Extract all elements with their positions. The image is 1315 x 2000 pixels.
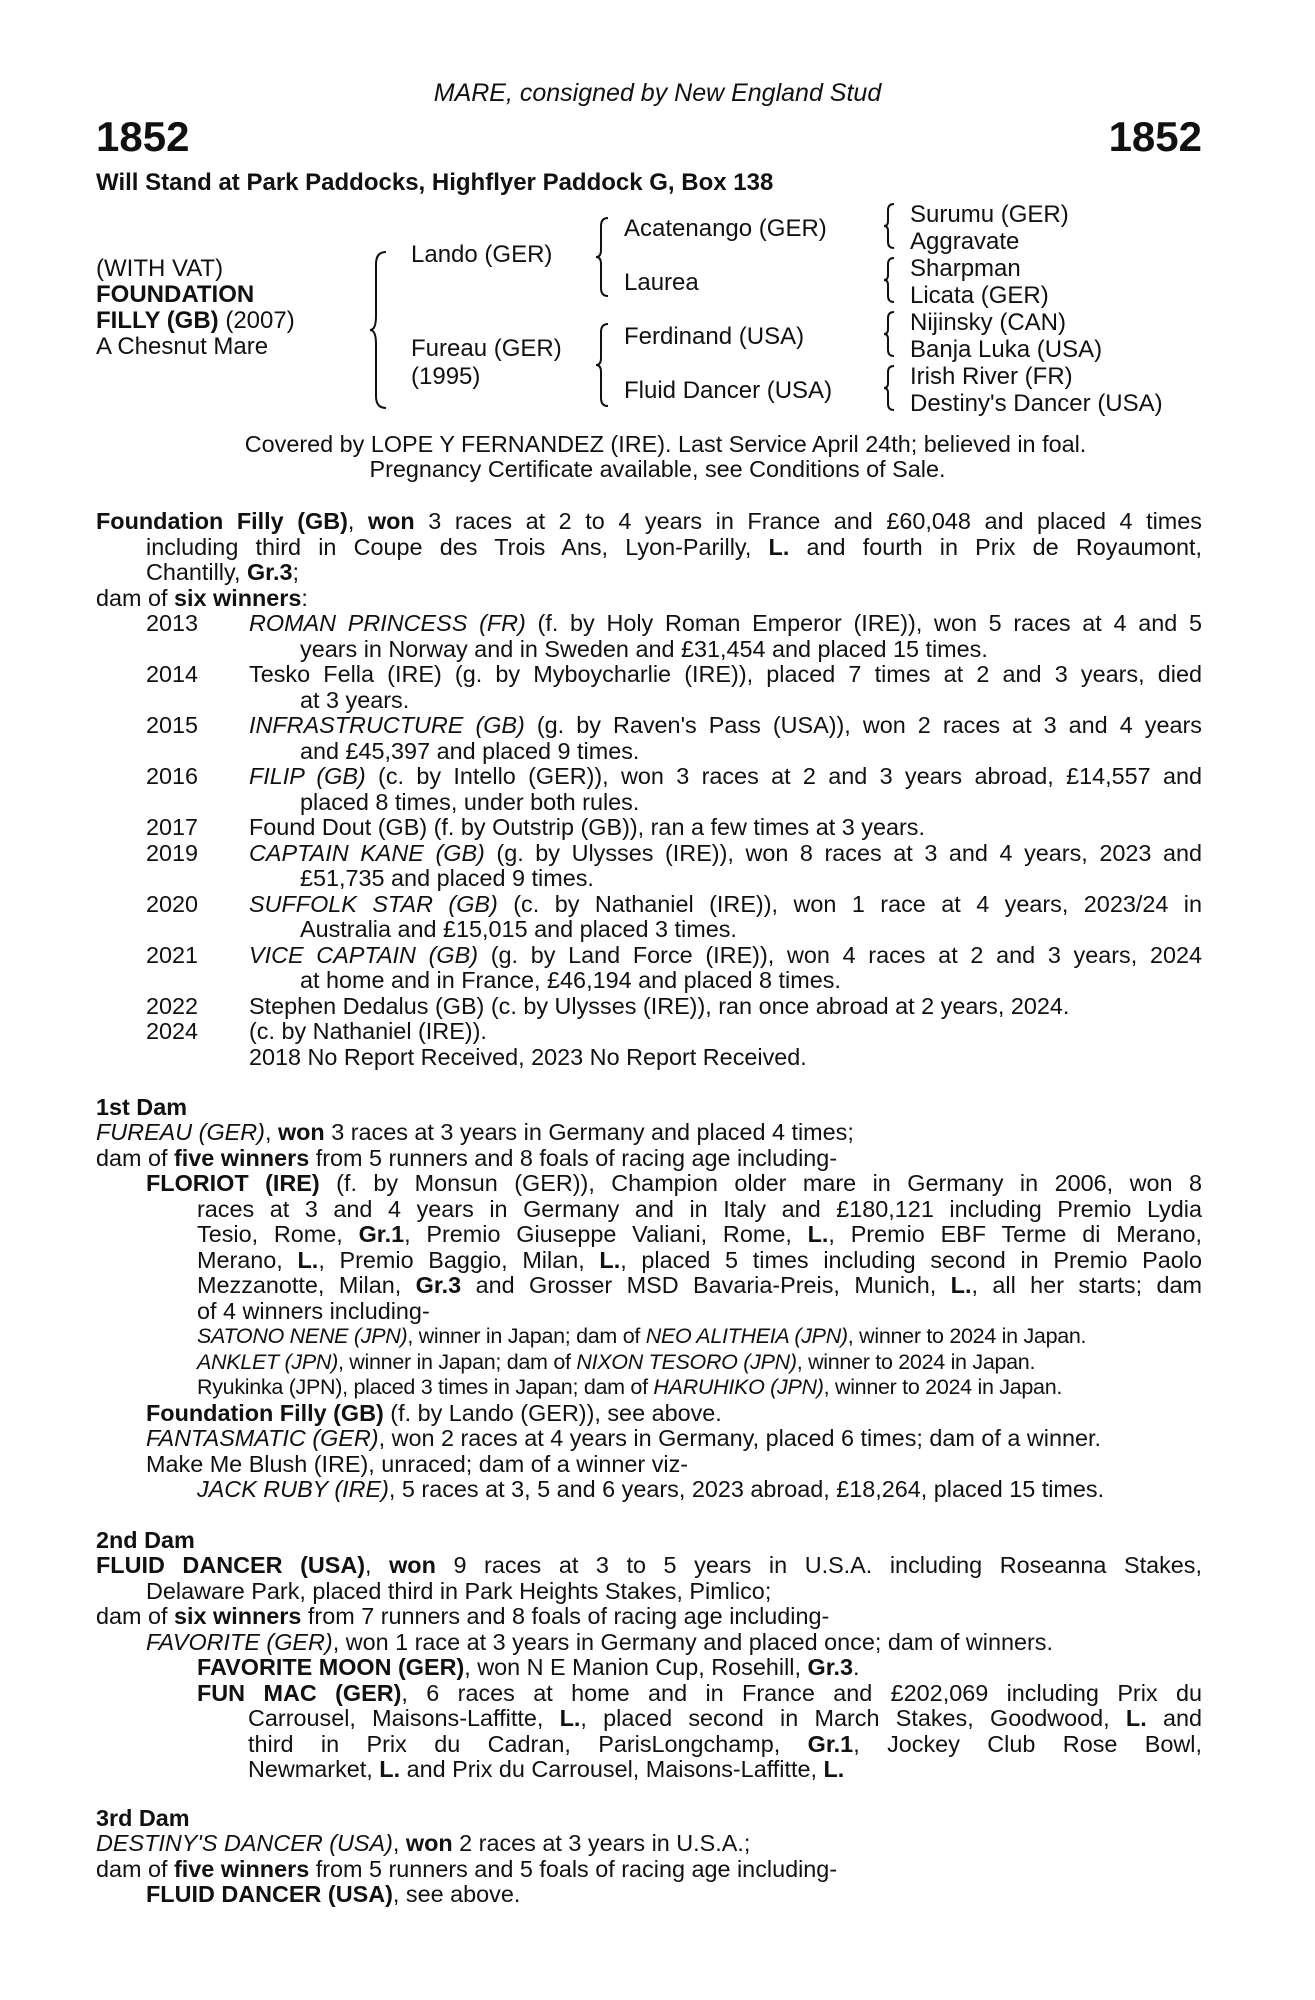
progeny-year: 2022 [146, 992, 199, 1019]
sire-dam: Laurea [624, 269, 699, 296]
ggsire-3: Nijinsky (CAN) [910, 309, 1066, 336]
progeny-list [96, 611, 1202, 1070]
progeny-name: Stephen Dedalus (GB) [249, 992, 485, 1019]
progeny-row [96, 943, 1202, 994]
stand-location: Will Stand at Park Paddocks, Highflyer Paddock G, Box 138 [96, 169, 774, 196]
progeny-name: Tesko Fella (IRE) [249, 661, 442, 687]
consignment-line: MARE, consigned by New England Stud [433, 79, 882, 107]
second-dam-record: FLUID DANCER (USA), won 9 races at 3 to 5 years in U.S.A. including Roseanna Stakes, Delaware Park, placed third in Park Heights Stakes, Pimlico; dam of six winners from 7 runners and 8 foals of racing age including- FAVORITE (GER), won 1 race at 3 years in Germany and placed once; dam of winners. FAVORITE MOON (GER), won N E Manion Cup, Rosehill, Gr.3. FUN MAC (GER), 6 races at home and in France and £202,069 including Prix du Carrousel, Maisons-Laffitte, L., placed second in March Stakes, Goodwood, L. and third in Prix du Cadran, ParisLongchamp, Gr.1, Jockey Club Rose Bowl, Newmarket, L. and Prix du Carrousel, Maisons-Laffitte, L. [96, 1552, 1203, 1782]
ggsire-4: Irish River (FR) [910, 363, 1073, 390]
brace-col3-1 [882, 202, 896, 250]
dam-year: (1995) [411, 363, 481, 390]
progeny-text: VICE CAPTAIN (GB) (g. by Land Force (IRE)), won 4 races at 2 and 3 years, 2024 at home and in France, £46,194 and placed 8 times. [249, 941, 1202, 993]
progeny-row [96, 713, 1202, 764]
horse-name-line2: FILLY (GB) (2007) [96, 307, 295, 334]
progeny-text: Found Dout (GB) (f. by Outstrip (GB)), ran a few times at 3 years. [249, 814, 925, 840]
brace-col2-dam [594, 322, 610, 408]
progeny-text: INFRASTRUCTURE (GB) (g. by Raven's Pass (USA)), won 2 races at 3 and 4 years and £45,397 and placed 9 times. [249, 712, 1202, 764]
brace-col3-4 [882, 364, 896, 412]
no-report-note: 2018 No Report Received, 2023 No Report Received. [249, 1043, 807, 1070]
progeny-year: 2016 [146, 763, 199, 789]
ggdam-1: Aggravate [910, 228, 1020, 255]
progeny-name: Found Dout (GB) [249, 814, 428, 840]
progeny-text: SUFFOLK STAR (GB) (c. by Nathaniel (IRE)), won 1 race at 4 years, 2023/24 in Australia and £15,015 and placed 3 times. [249, 890, 1203, 942]
horse-name: FOUNDATION [96, 281, 255, 308]
progeny-year: 2014 [146, 661, 199, 687]
progeny-year: 2019 [146, 839, 199, 866]
progeny-row [96, 662, 1202, 713]
progeny-name: FILIP (GB) [249, 763, 366, 789]
brace-col3-3 [882, 310, 896, 358]
first-dam-heading: 1st Dam [96, 1094, 188, 1120]
dam: Fureau (GER) [411, 335, 562, 362]
dam-dam: Fluid Dancer (USA) [624, 377, 833, 404]
progeny-row [96, 611, 1202, 662]
brace-col2-sire [594, 216, 610, 298]
progeny-row [96, 764, 1202, 815]
progeny-row [96, 841, 1202, 892]
third-dam-record: DESTINY'S DANCER (USA), won 2 races at 3 years in U.S.A.; dam of five winners from 5 runners and 5 foals of racing age including- FLUID DANCER (USA), see above. [96, 1830, 838, 1907]
mare-record: Foundation Filly (GB), won 3 races at 2 to 4 years in France and £60,048 and placed 4 times including third in Coupe des Trois Ans, Lyon-Parilly, L. and fourth in Prix de Royaumont, Chantilly, Gr.3; dam of six winners: [96, 508, 1202, 611]
progeny-year: 2024 [146, 1018, 199, 1044]
progeny-name: SUFFOLK STAR (GB) [249, 890, 498, 917]
progeny-year: 2020 [146, 890, 199, 917]
progeny-text: CAPTAIN KANE (GB) (g. by Ulysses (IRE)), won 8 races at 3 and 4 years, 2023 and £51,735 and placed 9 times. [249, 839, 1202, 891]
brace-col1 [368, 250, 390, 410]
ggdam-2: Licata (GER) [910, 282, 1049, 309]
progeny-row [96, 1019, 1202, 1045]
progeny-text: ROMAN PRINCESS (FR) (f. by Holy Roman Emperor (IRE)), won 5 races at 4 and 5 years in Norway and in Sweden and £31,454 and placed 15 times. [249, 610, 1202, 662]
sire: Lando (GER) [411, 241, 553, 268]
covered-line: Covered by LOPE Y FERNANDEZ (IRE). Last Service April 24th; believed in foal. [244, 431, 1087, 457]
ggdam-3: Banja Luka (USA) [910, 336, 1103, 363]
progeny-row [96, 815, 1202, 841]
progeny-text: (c. by Nathaniel (IRE)). [249, 1018, 487, 1044]
progeny-year: 2015 [146, 712, 199, 738]
lot-number-right: 1852 [1108, 113, 1202, 160]
progeny-name: ROMAN PRINCESS (FR) [249, 610, 526, 636]
progeny-year: 2013 [146, 610, 199, 636]
third-dam-heading: 3rd Dam [96, 1805, 190, 1831]
pregnancy-line: Pregnancy Certificate available, see Conditions of Sale. [369, 456, 946, 482]
progeny-row [96, 892, 1202, 943]
dam-sire: Ferdinand (USA) [624, 323, 805, 350]
ggsire-2: Sharpman [910, 255, 1021, 282]
progeny-year: 2017 [146, 814, 199, 840]
vat-note: (WITH VAT) [96, 255, 224, 282]
progeny-year: 2021 [146, 941, 199, 968]
horse-description: A Chesnut Mare [96, 333, 269, 360]
progeny-name: INFRASTRUCTURE (GB) [249, 712, 525, 738]
lot-number-left: 1852 [96, 113, 190, 160]
sire-sire: Acatenango (GER) [624, 215, 827, 242]
progeny-text: FILIP (GB) (c. by Intello (GER)), won 3 races at 2 and 3 years abroad, £14,557 and placed 8 times, under both rules. [249, 763, 1202, 815]
progeny-name: CAPTAIN KANE (GB) [249, 839, 485, 866]
ggsire-1: Surumu (GER) [910, 201, 1069, 228]
first-dam-record: FUREAU (GER), won 3 races at 3 years in Germany and placed 4 times; dam of five winners from 5 runners and 8 foals of racing age including- FLORIOT (IRE) (f. by Monsun (GER)), Champion older mare in Germany in 2006, won 8 races at 3 and 4 years in Germany and in Italy and £180,121 including Premio Lydia Tesio, Rome, Gr.1, Premio Giuseppe Valiani, Rome, L., Premio EBF Terme di Merano, Merano, L., Premio Baggio, Milan, L., placed 5 times including second in Premio Paolo Mezzanotte, Milan, Gr.3 and Grosser MSD Bavaria-Preis, Munich, L., all her starts; dam of 4 winners including- SATONO NENE (JPN), winner in Japan; dam of NEO ALITHEIA (JPN), winner to 2024 in Japan. ANKLET (JPN), winner in Japan; dam of NIXON TESORO (JPN), winner to 2024 in Japan. Ryukinka (JPN), placed 3 times in Japan; dam of HARUHIKO (JPN), winner to 2024 in Japan. Foundation Filly (GB) (f. by Lando (GER)), see above. FANTASMATIC (GER), won 2 races at 4 years in Germany, placed 6 times; dam of a winner. Make Me Blush (IRE), unraced; dam of a winner viz- JACK RUBY (IRE), 5 races at 3, 5 and 6 years, 2023 abroad, £18,264, placed 15 times. [96, 1119, 1203, 1502]
progeny-text: Tesko Fella (IRE) (g. by Myboycharlie (IRE)), placed 7 times at 2 and 3 years, died at 3 years. [249, 661, 1202, 713]
brace-col3-2 [882, 256, 896, 304]
progeny-row [96, 994, 1202, 1020]
progeny-text: Stephen Dedalus (GB) (c. by Ulysses (IRE)), ran once abroad at 2 years, 2024. [249, 992, 1070, 1019]
second-dam-heading: 2nd Dam [96, 1527, 195, 1553]
progeny-name: VICE CAPTAIN (GB) [249, 941, 479, 968]
ggdam-4: Destiny's Dancer (USA) [910, 390, 1163, 417]
